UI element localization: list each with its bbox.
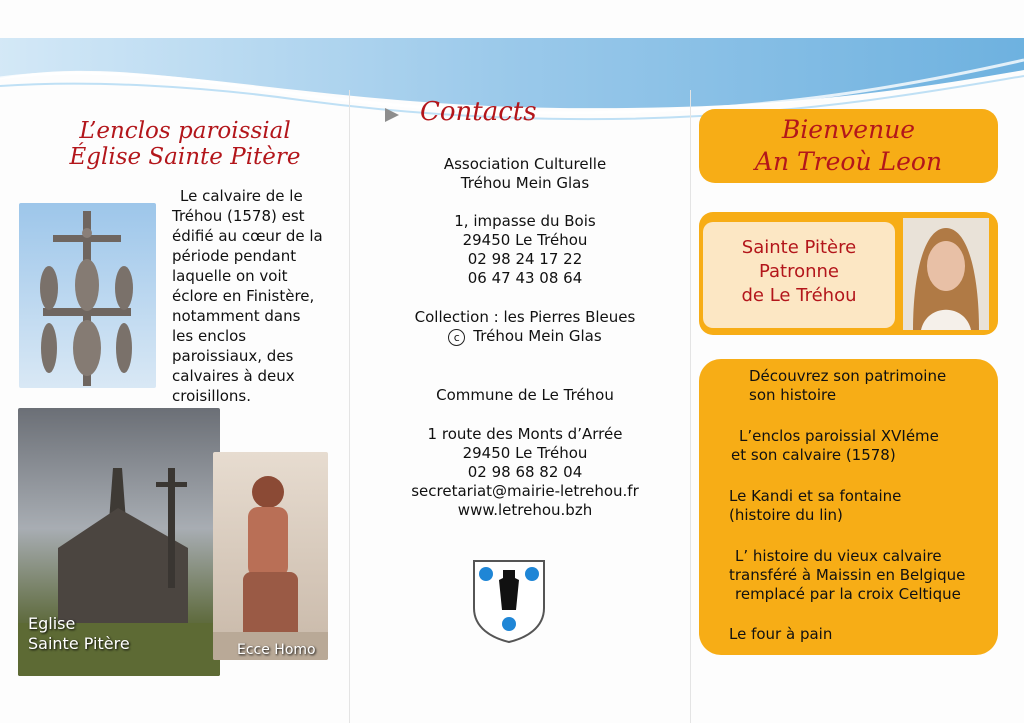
collection-name: Tréhou Mein Glas [473,327,602,345]
ecce-homo-caption: Ecce Homo [237,642,316,658]
fold-line-left [349,90,350,723]
calvary-illustration [19,203,156,388]
paragraph-line: paroissiaux, des [172,347,294,365]
association-address: 1, impasse du Bois [454,212,596,230]
contacts-block [370,155,680,520]
discover-item-2-line-2: et son calvaire (1578) [731,446,896,464]
saint-portrait-illustration [903,218,989,330]
collection-name-line [370,327,680,346]
discover-item-4 [729,547,965,604]
calvary-photo [19,203,156,388]
commune-email: secretariat@mairie-letrehou.fr [411,482,639,500]
paragraph-line: période pendant [172,247,297,265]
left-heading [40,118,330,170]
discover-item-3-line-2: (histoire du lin) [729,506,843,524]
saint-portrait [903,218,989,330]
paragraph-line: les enclos [172,327,247,345]
commune-address: 1 route des Monts d’Arrée [427,425,623,443]
left-paragraph [172,186,347,406]
welcome-panel [699,109,998,183]
ecce-homo-illustration [213,452,328,660]
left-heading-line-2: Église Sainte Pitère [69,144,301,170]
left-heading-line-1: L’enclos paroissial [79,118,291,144]
commune-city: 29450 Le Tréhou [462,444,588,462]
paragraph-line: croisillons. [172,387,252,405]
ecce-homo-photo [213,452,328,660]
association-phone-1: 02 98 24 17 22 [467,250,583,268]
patron-text [703,222,895,308]
right-triangle-icon [384,107,400,123]
patron-line-1: Sainte Pitère [741,237,857,258]
discover-item-5: Le four à pain [729,625,833,643]
church-caption-line-1: Eglise [28,614,76,633]
paragraph-line: éclore en Finistère, [172,287,315,305]
discover-item-3-line-1: Le Kandi et sa fontaine [729,487,902,505]
coat-of-arms-icon [471,558,547,644]
discover-item-1-line-1: Découvrez son patrimoine [749,367,947,385]
paragraph-line: laquelle on voit [172,267,288,285]
church-photo [18,408,220,676]
paragraph-line: Le calvaire de le [180,187,303,205]
discover-item-1-line-2: son histoire [749,386,837,404]
discover-item-1 [749,367,946,405]
commune-phone: 02 98 68 82 04 [467,463,583,481]
discover-item-3 [729,487,901,525]
church-caption-line-2: Sainte Pitère [28,634,130,653]
commune-line: Commune de Le Tréhou [436,386,614,404]
discover-item-4-line-1: L’ histoire du vieux calvaire [735,547,942,565]
patron-line-3: de Le Tréhou [741,285,857,306]
contacts-heading: Contacts [420,97,537,127]
welcome-line-2: An Treoù Leon [754,147,943,176]
discover-panel [699,359,998,655]
association-city: 29450 Le Tréhou [462,231,588,249]
collection-line: Collection : les Pierres Bleues [414,308,636,326]
paragraph-line: Tréhou (1578) est [172,207,305,225]
association-line-1: Association Culturelle [443,155,607,173]
patron-panel [699,212,998,335]
paragraph-line: notamment dans [172,307,301,325]
welcome-line-1: Bienvenue [781,115,916,144]
church-caption [28,614,130,654]
patron-line-2: Patronne [758,261,840,282]
discover-item-4-line-3: remplacé par la croix Celtique [735,585,961,603]
patron-text-box [703,222,895,328]
copyright-icon: c [448,329,465,346]
association-line-2: Tréhou Mein Glas [460,174,590,192]
fold-line-right [690,90,691,723]
discover-item-2-line-1: L’enclos paroissial XVIéme [739,427,939,445]
paragraph-line: édifié au cœur de la [172,227,323,245]
discover-item-4-line-2: transféré à Maissin en Belgique [729,566,966,584]
association-phone-2: 06 47 43 08 64 [467,269,583,287]
discover-item-2 [731,427,939,465]
commune-website: www.letrehou.bzh [457,501,593,519]
paragraph-line: calvaires à deux [172,367,295,385]
